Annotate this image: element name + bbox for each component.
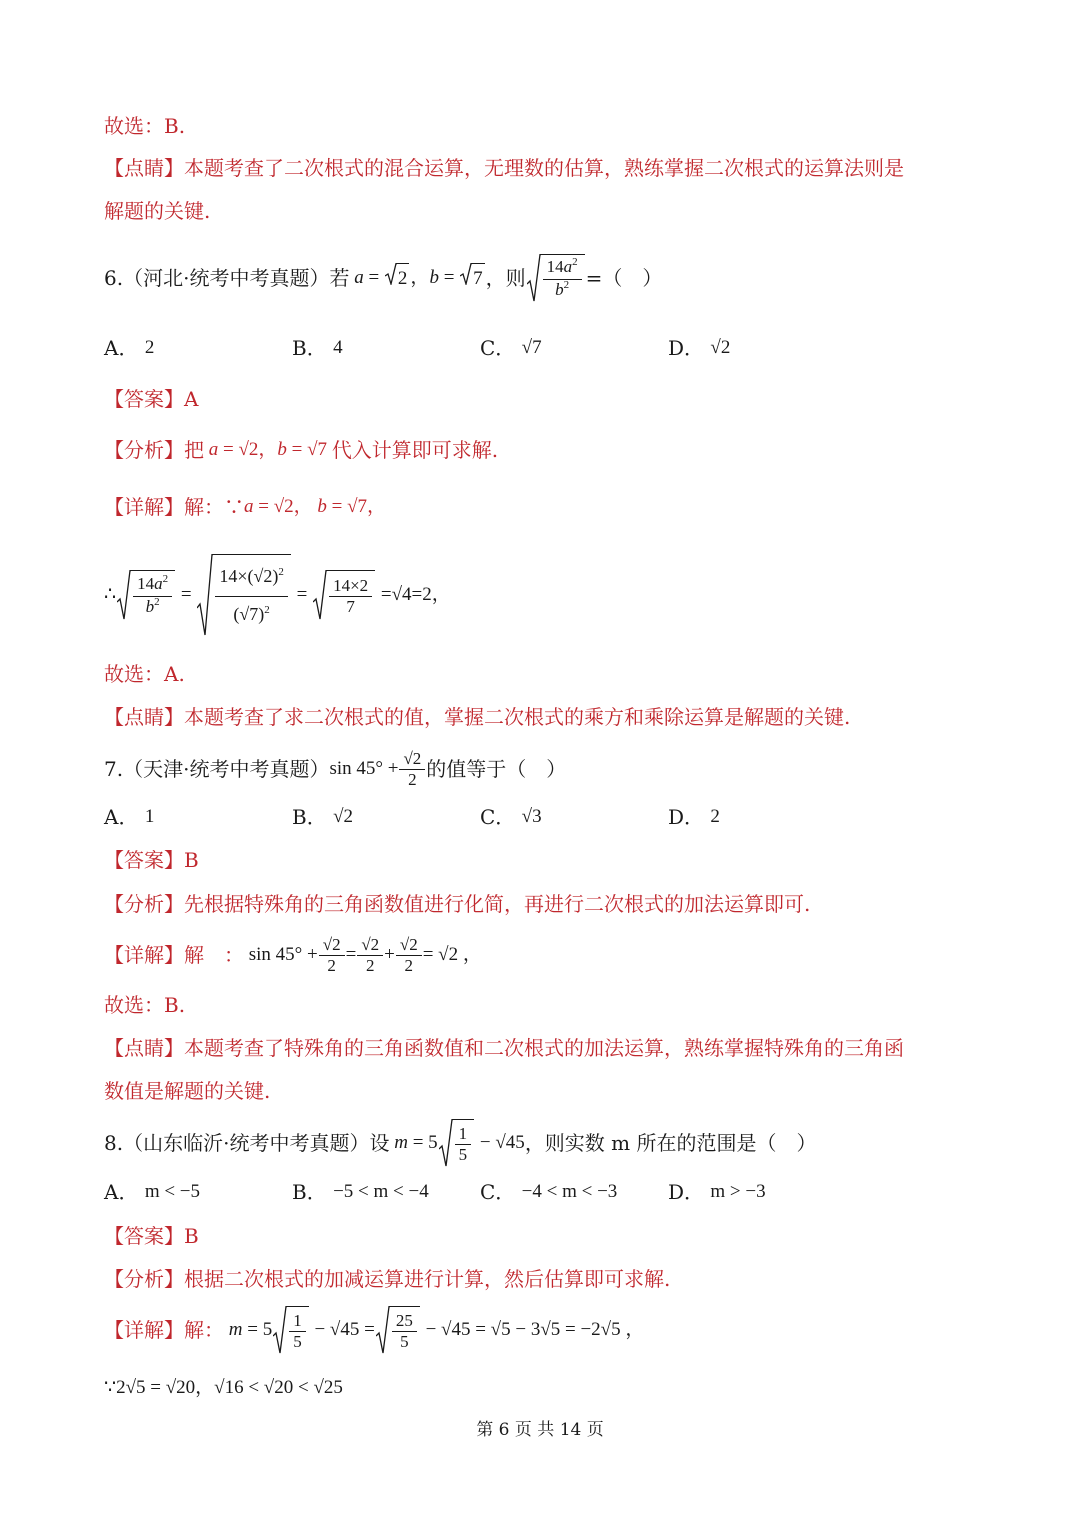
q6-detail: 【详解】 解：∵ a = √2， b = √7，: [104, 495, 387, 519]
q6-analysis-tag: 【分析】: [104, 438, 184, 462]
q6-stem-then: ，则: [485, 266, 526, 290]
q5-comment-tag: 【点睛】: [104, 156, 184, 180]
q6-sqrt7: 7: [460, 263, 485, 293]
q7-stem: [104, 746, 566, 792]
q5-choose: 故选：B.: [104, 114, 186, 138]
q6-sqrt-fraction: $\frac{14a^2}{b^2}$: [527, 254, 585, 302]
q8-detail-tag: 【详解】: [104, 1318, 184, 1342]
q8-option-a[interactable]: A． m < −5: [104, 1180, 201, 1204]
q7-comment-line1: 【点睛】 本题考查了特殊角的三角函数值和二次根式的加法运算，熟练掌握特殊角的三角函: [104, 1036, 904, 1060]
q5-comment-line1: [104, 154, 904, 182]
q7-option-c[interactable]: C． √3: [480, 805, 542, 829]
q6-sqrt2: 2: [385, 263, 410, 293]
q6-comment-tag: 【点睛】: [104, 705, 184, 729]
q6-option-d[interactable]: D． √2: [668, 336, 731, 360]
q6-choose: 故选：A.: [104, 662, 185, 686]
q8-detail: 【详解】 解： m = 5 $\frac{1}{5}$ − √45 = $\frac{25}{5}$ − √45 = √5 − 3√5 = −2√5 ，: [104, 1305, 644, 1355]
q6-comment: 【点睛】 本题考查了求二次根式的值，掌握二次根式的乘方和乘除运算是解题的关键.: [104, 705, 851, 729]
q8-analysis: 【分析】 根据二次根式的加减运算进行计算，然后估算即可求解.: [104, 1267, 671, 1291]
q6-option-b[interactable]: B． 4: [292, 336, 343, 360]
q5-comment-line2: 解题的关键.: [104, 199, 211, 223]
q6-eq-sqrt2: $\frac{14\times(√2)^2}{(√7)^2}$: [197, 554, 291, 636]
q7-stem-suffix: 的值等于（ ）: [426, 757, 567, 781]
q6-eq-sqrt1: $\frac{14a^2}{b^2}$: [117, 570, 175, 620]
q6-eq-result: =√4=2，: [380, 584, 451, 605]
q6-eq-sqrt3: $\frac{14\times 2}{7}$: [313, 570, 375, 620]
q6-stem: [104, 255, 663, 299]
q7-option-a[interactable]: A． 1: [104, 805, 155, 829]
q8-detail-expr: m = 5 $\frac{1}{5}$ − √45 = $\frac{25}{5}$ − √45 = √5 − 3√5 = −2√5 ，: [224, 1306, 644, 1354]
q6-analysis-given: a = √2， b = √7: [208, 439, 332, 460]
q8-stem: [104, 1118, 817, 1168]
q6-analysis: 【分析】 把 a = √2， b = √7 代入计算即可求解.: [104, 438, 499, 462]
q8-stem-prefix: 8.（山东临沂·统考中考真题）设: [104, 1131, 390, 1155]
q6-given-b: b: [429, 267, 439, 288]
q6-answer: 【答案】 A: [104, 387, 199, 411]
q8-option-b[interactable]: B． −5 < m < −4: [292, 1180, 429, 1204]
q6-stem-prefix: 6.（河北·统考中考真题）若: [104, 266, 350, 290]
q7-detail-expr: sin 45° + $\frac{√2}{2}$ = $\frac{√2}{2}$ + $\frac{√2}{2}$ = √2 ，: [244, 934, 482, 975]
q7-analysis: 【分析】 先根据特殊角的三角函数值进行化简，再进行二次根式的加法运算即可.: [104, 892, 811, 916]
page-footer: 第 6 页 共 14 页: [476, 1420, 604, 1440]
q7-answer: 【答案】 B: [104, 848, 199, 872]
q5-comment-text1: 本题考查了二次根式的混合运算，无理数的估算，熟练掌握二次根式的运算法则是: [184, 156, 904, 180]
q6-given-a: a: [354, 267, 364, 288]
q8-stem-expr: m = 5 $\frac{1}{5}$ − √45: [389, 1119, 524, 1167]
q8-option-d[interactable]: D． m > −3: [668, 1180, 766, 1204]
q7-detail: 【详解】 解 ： sin 45° + $\frac{√2}{2}$ = $\frac{√2}{2}$ + $\frac{√2}{2}$ = √2 ，: [104, 934, 482, 975]
q8-answer: 【答案】 B: [104, 1224, 199, 1248]
q7-stem-expr: sin 45° + $\frac{√2}{2}$: [329, 749, 426, 790]
q7-comment-tag: 【点睛】: [104, 1036, 184, 1060]
q7-option-b[interactable]: B． √2: [292, 805, 353, 829]
q6-detail-given: a = √2， b = √7，: [244, 496, 387, 517]
q6-option-c[interactable]: C． √7: [480, 336, 542, 360]
q7-analysis-tag: 【分析】: [104, 892, 184, 916]
q6-detail-equation: ∴ $\frac{14a^2}{b^2}$ = $\frac{14\times(√2)^2}{(√7)^2}$ = $\frac{14\times 2}{7}$ =√4=2，: [104, 553, 451, 637]
q8-analysis-tag: 【分析】: [104, 1267, 184, 1291]
q7-choose: 故选：B.: [104, 993, 186, 1017]
q7-detail-tag: 【详解】: [104, 943, 184, 967]
q7-comment-line2: 数值是解题的关键.: [104, 1079, 271, 1103]
q6-given: a = 2 ， b = 7: [349, 263, 485, 293]
q7-option-d[interactable]: D． 2: [668, 805, 720, 829]
q6-stem-suffix: =（ ）: [585, 266, 663, 290]
q8-option-c[interactable]: C． −4 < m < −3: [480, 1180, 618, 1204]
q6-option-a[interactable]: A． 2: [104, 336, 155, 360]
q8-last-line: ∵2√5 = √20，√16 < √20 < √25: [104, 1377, 343, 1398]
q8-stem-suffix: ，则实数 m 所在的范围是（ ）: [524, 1131, 817, 1155]
q6-detail-tag: 【详解】: [104, 495, 184, 519]
q7-stem-prefix: 7.（天津·统考中考真题）: [104, 757, 330, 781]
